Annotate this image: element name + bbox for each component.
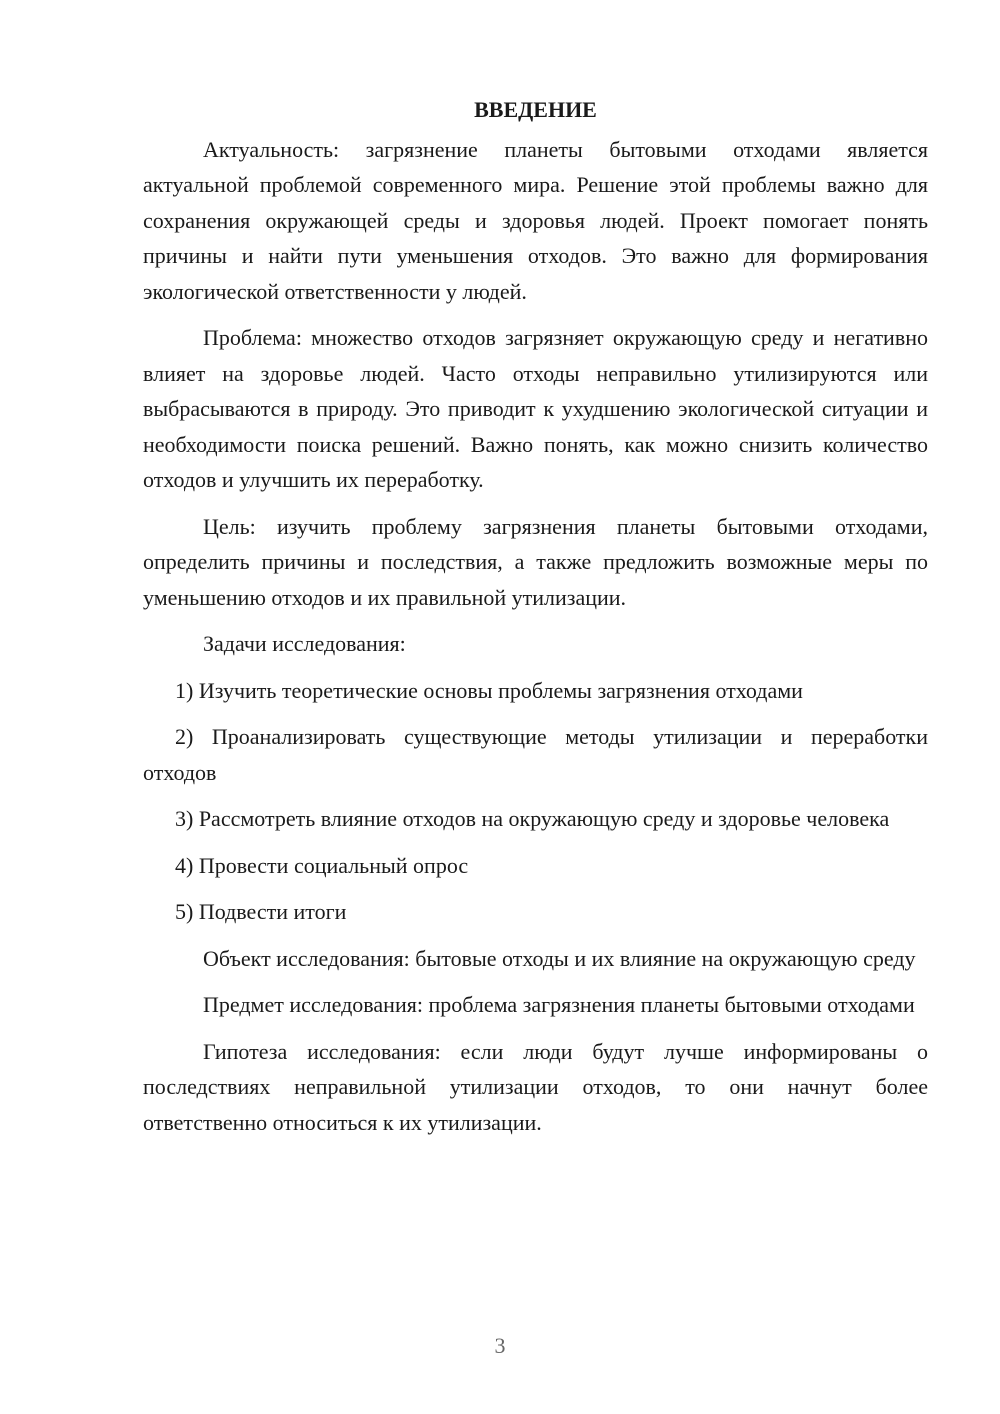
paragraph-object: Объект исследования: бытовые отходы и их влияние на окружающую среду [203, 945, 916, 971]
paragraph-problem: Проблема: множество отходов загрязняет окружающую среду и негативно влияет на здоровье людей. Часто отходы неправильно утилизируются или выбрасываются в природу. Это приводит к ухудшению экологической ситуации и необходимости поиска решений. Важно понять, как можно снизить количество отходов и улучшить их переработку. [143, 325, 928, 492]
paragraph-hypothesis: Гипотеза исследования: если люди будут лучше информированы о последствиях неправильной утилизации отходов, то они начнут более ответственно относиться к их утилизации. [143, 1038, 928, 1135]
task-item-1: 1) Изучить теоретические основы проблемы загрязнения отходами [175, 677, 803, 703]
paragraph-subject: Предмет исследования: проблема загрязнения планеты бытовыми отходами [203, 992, 915, 1017]
task-item-3: 3) Рассмотреть влияние отходов на окружающую среду и здоровье человека [175, 806, 890, 831]
task-item-4: 4) Провести социальный опрос [175, 852, 469, 878]
document-page [143, 92, 928, 1151]
section-title: ВВЕДЕНИЕ [474, 97, 597, 122]
paragraph-goal: Цель: изучить проблему загрязнения планеты бытовыми отходами, определить причины и последствия, а также предложить возможные меры по уменьшению отходов и их правильной утилизации. [143, 513, 928, 610]
paragraph-tasks-heading: Задачи исследования: [203, 631, 406, 656]
task-item-2: 2) Проанализировать существующие методы утилизации и переработки отходов [143, 724, 928, 785]
page-number: 3 [494, 1333, 506, 1358]
paragraph-relevance: Актуальность: загрязнение планеты бытовыми отходами является актуальной проблемой современного мира. Решение этой проблемы важно для сохранения окружающей среды и здоровья людей. Проект помогает понять причины и найти пути уменьшения отходов. Это важно для формирования экологической ответственности у людей. [143, 136, 928, 304]
task-item-5: 5) Подвести итоги [175, 899, 347, 924]
